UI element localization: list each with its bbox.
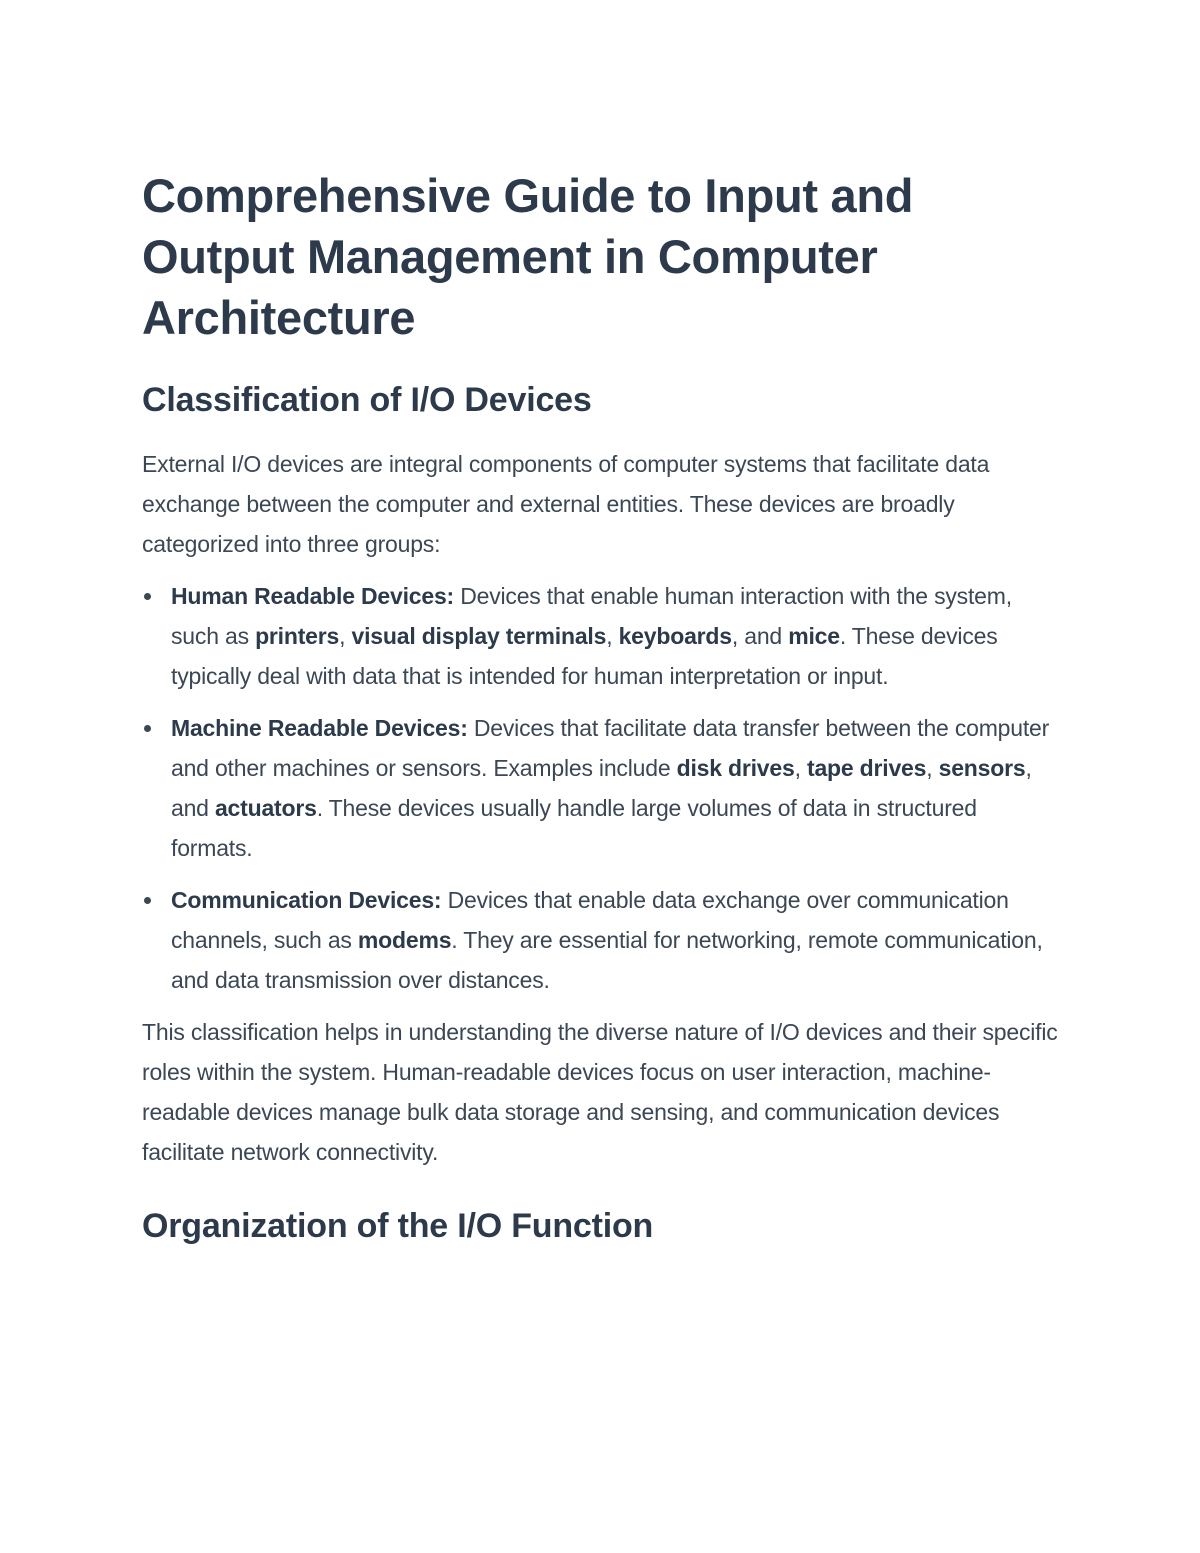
term-label: Human Readable Devices:: [171, 583, 455, 609]
section-heading-organization: Organization of the I/O Function: [142, 1207, 654, 1245]
list-item-machine-readable: [142, 708, 1062, 868]
term-label: Machine Readable Devices:: [171, 715, 468, 741]
document-title: Comprehensive Guide to Input and Output Management in Computer Architecture: [142, 169, 914, 344]
item-text: ,: [606, 623, 619, 649]
item-text: , and: [731, 623, 789, 649]
term-label: Communication Devices:: [171, 887, 442, 913]
section-heading-classification: Classification of I/O Devices: [142, 381, 592, 419]
list-item-human-readable: [142, 576, 1062, 696]
emphasis-text: modems: [357, 927, 452, 953]
document-page: [142, 165, 1062, 1270]
emphasis-text: disk drives: [676, 755, 795, 781]
emphasis-text: mice: [788, 623, 840, 649]
emphasis-text: printers: [255, 623, 340, 649]
item-text: Devices that facilitate data transfer between the computer and other machines or sensors. Examples include: [171, 715, 1050, 781]
emphasis-text: visual display terminals: [351, 623, 607, 649]
bullet-icon: [144, 725, 151, 732]
section-intro-paragraph: External I/O devices are integral components of computer systems that facilitate data exchange between the computer and external entities. These devices are broadly categorized into three groups:: [142, 451, 990, 557]
item-text: ,: [794, 755, 807, 781]
list-item-communication: [142, 880, 1062, 1000]
bullet-icon: [144, 897, 151, 904]
emphasis-text: actuators: [214, 795, 317, 821]
item-text: Devices that enable human interaction with the system, such as: [171, 583, 1012, 649]
item-text: . These devices typically deal with data that is intended for human interpretation or input.: [171, 623, 998, 689]
bullet-icon: [144, 593, 151, 600]
emphasis-text: sensors: [938, 755, 1026, 781]
item-text: Devices that enable data exchange over communication channels, such as: [171, 887, 1009, 953]
item-text: . They are essential for networking, remote communication, and data transmission over distances.: [171, 927, 1043, 993]
section-summary-paragraph: This classification helps in understanding the diverse nature of I/O devices and their specific roles within the system. Human-readable devices focus on user interaction, machine-readable devices manage bulk data storage and sensing, and communication devices facilitate network connectivity.: [142, 1019, 1058, 1165]
emphasis-text: tape drives: [806, 755, 927, 781]
emphasis-text: keyboards: [618, 623, 732, 649]
device-category-list: [142, 576, 1062, 1000]
item-text: . These devices usually handle large volumes of data in structured formats.: [171, 795, 977, 861]
item-text: ,: [926, 755, 939, 781]
item-text: , and: [171, 755, 1032, 821]
item-text: ,: [339, 623, 352, 649]
